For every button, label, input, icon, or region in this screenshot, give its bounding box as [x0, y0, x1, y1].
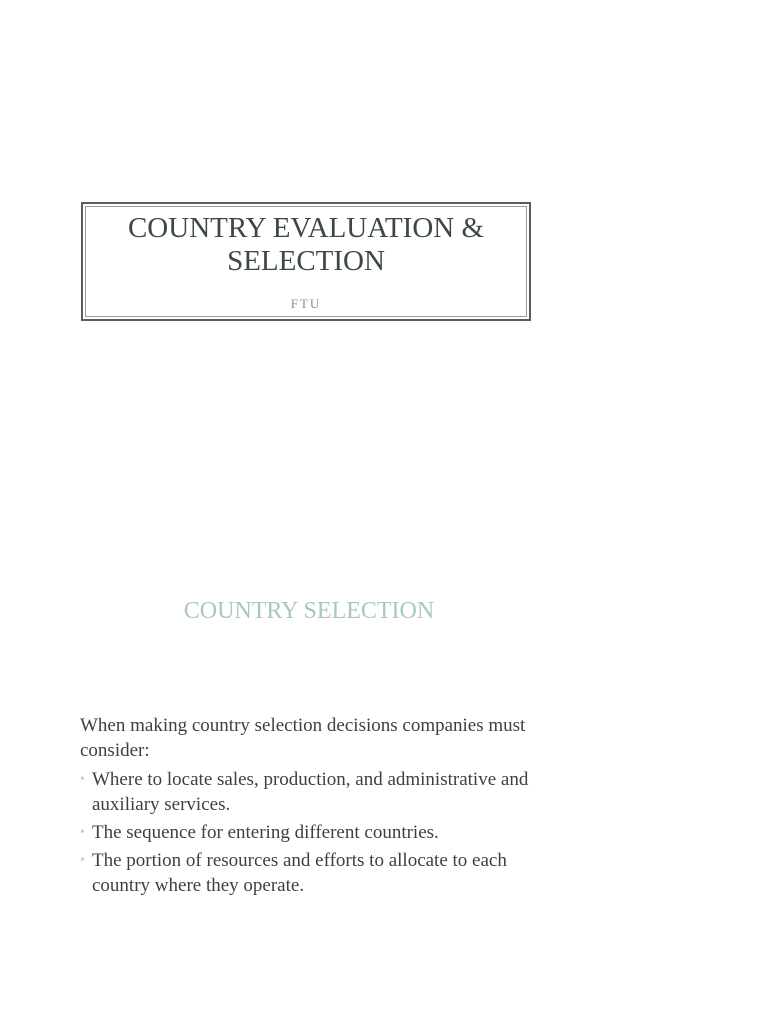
list-item: [80, 767, 550, 817]
list-item: [80, 820, 550, 845]
slide-title: COUNTRY EVALUATION & SELECTION: [127, 212, 485, 277]
bullet-icon: •: [80, 772, 85, 787]
bullet-icon: •: [80, 825, 85, 840]
bullet-list: [80, 767, 550, 898]
title-slide-box: [81, 202, 531, 321]
list-item-text: Where to locate sales, production, and administrative and auxiliary services.: [92, 769, 529, 815]
intro-text: When making country selection decisions companies must consider:: [80, 715, 526, 761]
list-item: [80, 848, 550, 898]
section-heading: COUNTRY SELECTION: [183, 598, 435, 624]
content-body: [80, 713, 550, 901]
list-item-text: The sequence for entering different countries.: [92, 822, 439, 843]
list-item-text: The portion of resources and efforts to allocate to each country where they operate.: [92, 850, 507, 896]
slide-subtitle: FTU: [290, 296, 322, 311]
bullet-icon: •: [80, 853, 85, 868]
